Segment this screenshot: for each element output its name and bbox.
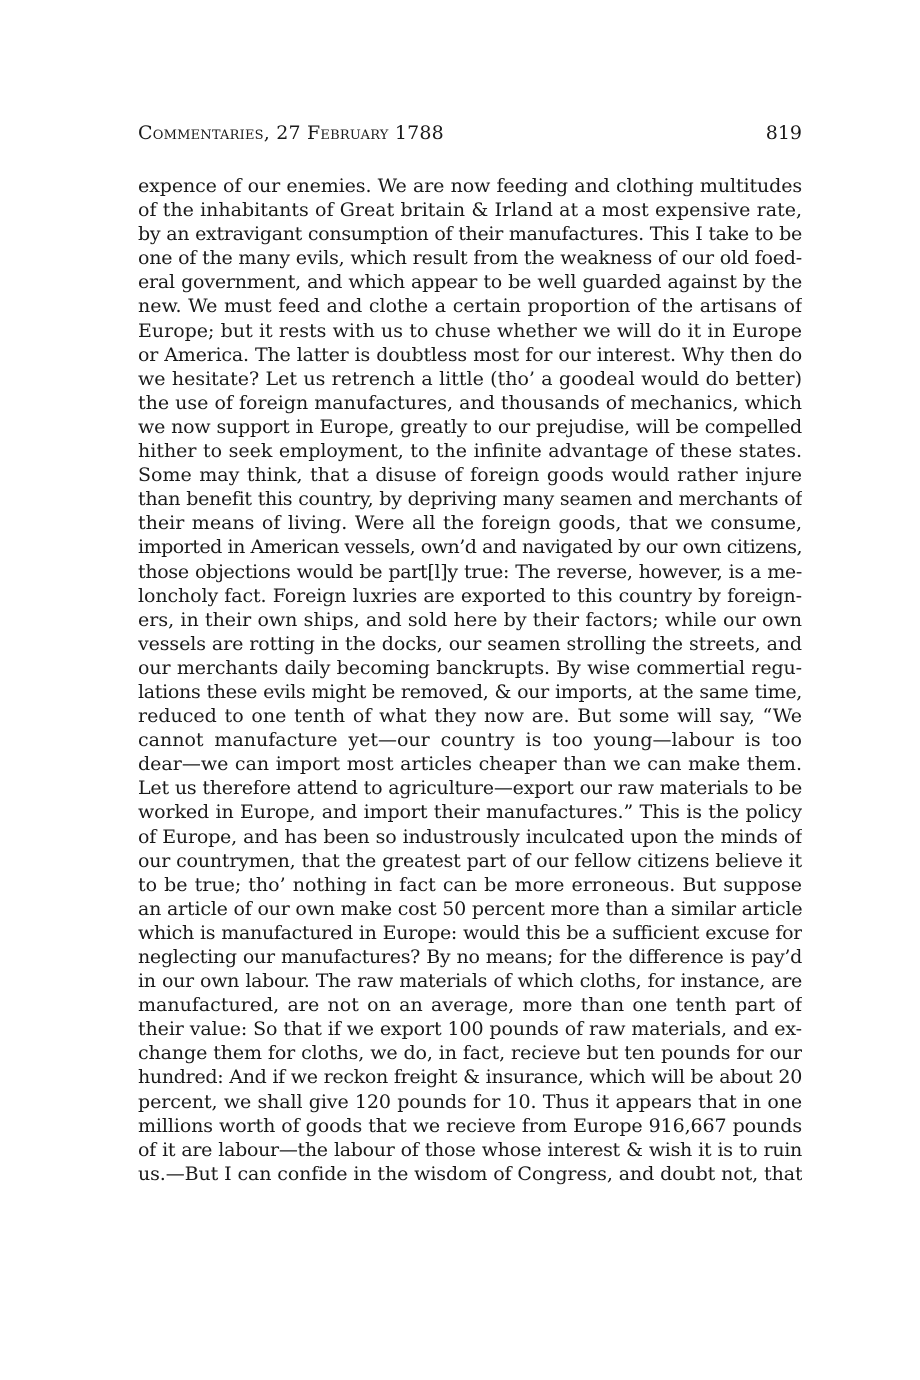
text-line: the use of foreign manufactures, and thousands of mechanics, which <box>138 391 802 414</box>
text-line: of Europe, and has been so industrously inculcated upon the minds of <box>138 825 802 848</box>
text-line: hundred: And if we reckon freight & insurance, which will be about 20 <box>138 1066 802 1089</box>
text-line: those objections would be part[l]y true: The reverse, however, is a me- <box>138 560 802 583</box>
text-line: millions worth of goods that we recieve from Europe 916,667 pounds <box>138 1114 802 1137</box>
text-line: eral government, and which appear to be well guarded against by the <box>138 271 802 294</box>
text-line: imported in American vessels, own’d and navigated by our own citizens, <box>138 536 802 559</box>
text-line: Some may think, that a disuse of foreign goods would rather injure <box>138 464 802 487</box>
text-line: Let us therefore attend to agriculture—export our raw materials to be <box>138 777 802 800</box>
text-line: their value: So that if we export 100 pounds of raw materials, and ex- <box>138 1018 802 1041</box>
text-line: Europe; but it rests with us to chuse whether we will do it in Europe <box>138 319 802 342</box>
text-line: of it are labour—the labour of those whose interest & wish it is to ruin <box>138 1138 802 1161</box>
text-line: lations these evils might be removed, & our imports, at the same time, <box>138 680 802 703</box>
running-head <box>138 122 802 150</box>
page-number: 819 <box>765 122 802 144</box>
text-line: in our own labour. The raw materials of which cloths, for instance, are <box>138 970 802 993</box>
text-line: their means of living. Were all the foreign goods, that we consume, <box>138 512 802 535</box>
text-line: or America. The latter is doubtless most for our interest. Why then do <box>138 343 802 366</box>
text-line: reduced to one tenth of what they now are. But some will say, “We <box>138 705 802 728</box>
text-line: of the inhabitants of Great britain & Irland at a most expensive rate, <box>138 199 802 222</box>
text-line: by an extravigant consumption of their manufactures. This I take to be <box>138 223 802 246</box>
text-line: vessels are rotting in the docks, our seamen strolling the streets, and <box>138 632 802 655</box>
text-line: our countrymen, that the greatest part of our fellow citizens believe it <box>138 849 802 872</box>
text-line: we now support in Europe, greatly to our prejudise, will be compelled <box>138 415 802 438</box>
text-line: hither to seek employment, to the infinite advantage of these states. <box>138 440 802 463</box>
text-line: us.—But I can confide in the wisdom of Congress, and doubt not, that <box>138 1162 802 1185</box>
text-line: percent, we shall give 120 pounds for 10. Thus it appears that in one <box>138 1090 802 1113</box>
text-line: dear—we can import most articles cheaper than we can make them. <box>138 753 802 776</box>
text-line: worked in Europe, and import their manufactures.” This is the policy <box>138 801 802 824</box>
text-line: manufactured, are not on an average, more than one tenth part of <box>138 994 802 1017</box>
text-line: our merchants daily becoming banckrupts. By wise commertial regu- <box>138 656 802 679</box>
text-line: to be true; tho’ nothing in fact can be more erroneous. But suppose <box>138 873 802 896</box>
body-text <box>138 174 802 1186</box>
text-line: one of the many evils, which result from the weakness of our old foed- <box>138 247 802 270</box>
text-line: cannot manufacture yet—our country is too young—labour is too <box>138 729 802 752</box>
text-line: neglecting our manufactures? By no means; for the difference is pay’d <box>138 946 802 968</box>
text-line: we hesitate? Let us retrench a little (tho’ a goodeal would do better) <box>138 367 802 390</box>
running-head-title: Commentaries, 27 February 1788 <box>138 122 444 144</box>
text-line: which is manufactured in Europe: would this be a sufficient excuse for <box>138 921 802 944</box>
text-line: change them for cloths, we do, in fact, recieve but ten pounds for our <box>138 1042 802 1065</box>
text-line: new. We must feed and clothe a certain proportion of the artisans of <box>138 295 802 318</box>
text-line: an article of our own make cost 50 percent more than a similar article <box>138 897 802 920</box>
text-line: loncholy fact. Foreign luxries are exported to this country by foreign- <box>138 584 802 607</box>
text-line: ers, in their own ships, and sold here by their factors; while our own <box>138 608 802 631</box>
text-line: expence of our enemies. We are now feeding and clothing multitudes <box>138 175 802 197</box>
text-line: than benefit this country, by depriving many seamen and merchants of <box>138 488 802 511</box>
